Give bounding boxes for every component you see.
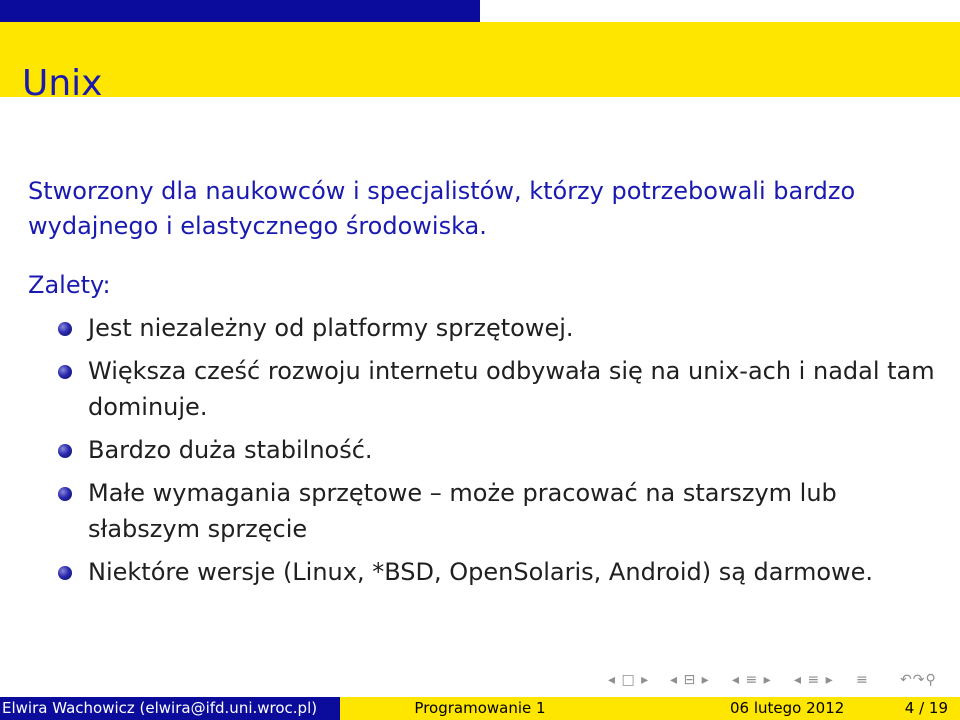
presentation-nav-icon[interactable]: ◂ ≡ ▸: [794, 672, 834, 688]
appendix-nav-icon[interactable]: ≡: [856, 672, 869, 688]
list-item-text: Małe wymagania sprzętowe – może pracować na starszym lub słabszym sprzęcie: [88, 479, 837, 543]
list-item: [58, 432, 938, 468]
advantages-list: [58, 310, 938, 597]
list-item-text: Jest niezależny od platformy sprzętowej.: [88, 314, 574, 342]
footer-author: Elwira Wachowicz (elwira@ifd.uni.wroc.pl): [0, 697, 340, 720]
slide-header: [0, 22, 960, 104]
footer-date: 06 lutego 2012: [730, 699, 845, 717]
list-item: [58, 475, 938, 547]
page-number: 4 / 19: [904, 699, 948, 717]
back-forward-search-icon[interactable]: ↶↷⚲: [900, 672, 937, 688]
footer-right-box: [620, 697, 960, 720]
bullet-icon: [58, 566, 72, 580]
list-item: [58, 353, 938, 425]
bullet-icon: [58, 322, 72, 336]
top-bar-left-stripe: [0, 0, 480, 22]
slide-title: Unix: [22, 63, 103, 104]
list-item-text: Niektóre wersje (Linux, *BSD, OpenSolaris, Android) są darmowe.: [88, 558, 874, 586]
intro-paragraph: Stworzony dla naukowców i specjalistów, którzy potrzebowali bardzo wydajnego i elastycznego środowiska.: [28, 177, 856, 240]
slide-footer: [0, 697, 960, 720]
list-item-text: Bardzo duża stabilność.: [88, 436, 373, 464]
subheading: Zalety:: [28, 271, 111, 299]
section-nav-icon[interactable]: ◂ ≡ ▸: [732, 672, 772, 688]
frame-nav-icon[interactable]: ◂ □ ▸: [608, 672, 650, 688]
list-item: [58, 310, 938, 346]
bullet-icon: [58, 487, 72, 501]
subsection-nav-icon[interactable]: ◂ ⊟ ▸: [670, 672, 710, 688]
footer-course: Programowanie 1: [340, 697, 620, 720]
bullet-icon: [58, 365, 72, 379]
bullet-icon: [58, 444, 72, 458]
list-item: [58, 554, 938, 590]
list-item-text: Większa cześć rozwoju internetu odbywała się na unix-ach i nadal tam dominuje.: [88, 357, 935, 421]
beamer-navigation-bar: [608, 672, 958, 692]
top-bar: [0, 0, 960, 22]
